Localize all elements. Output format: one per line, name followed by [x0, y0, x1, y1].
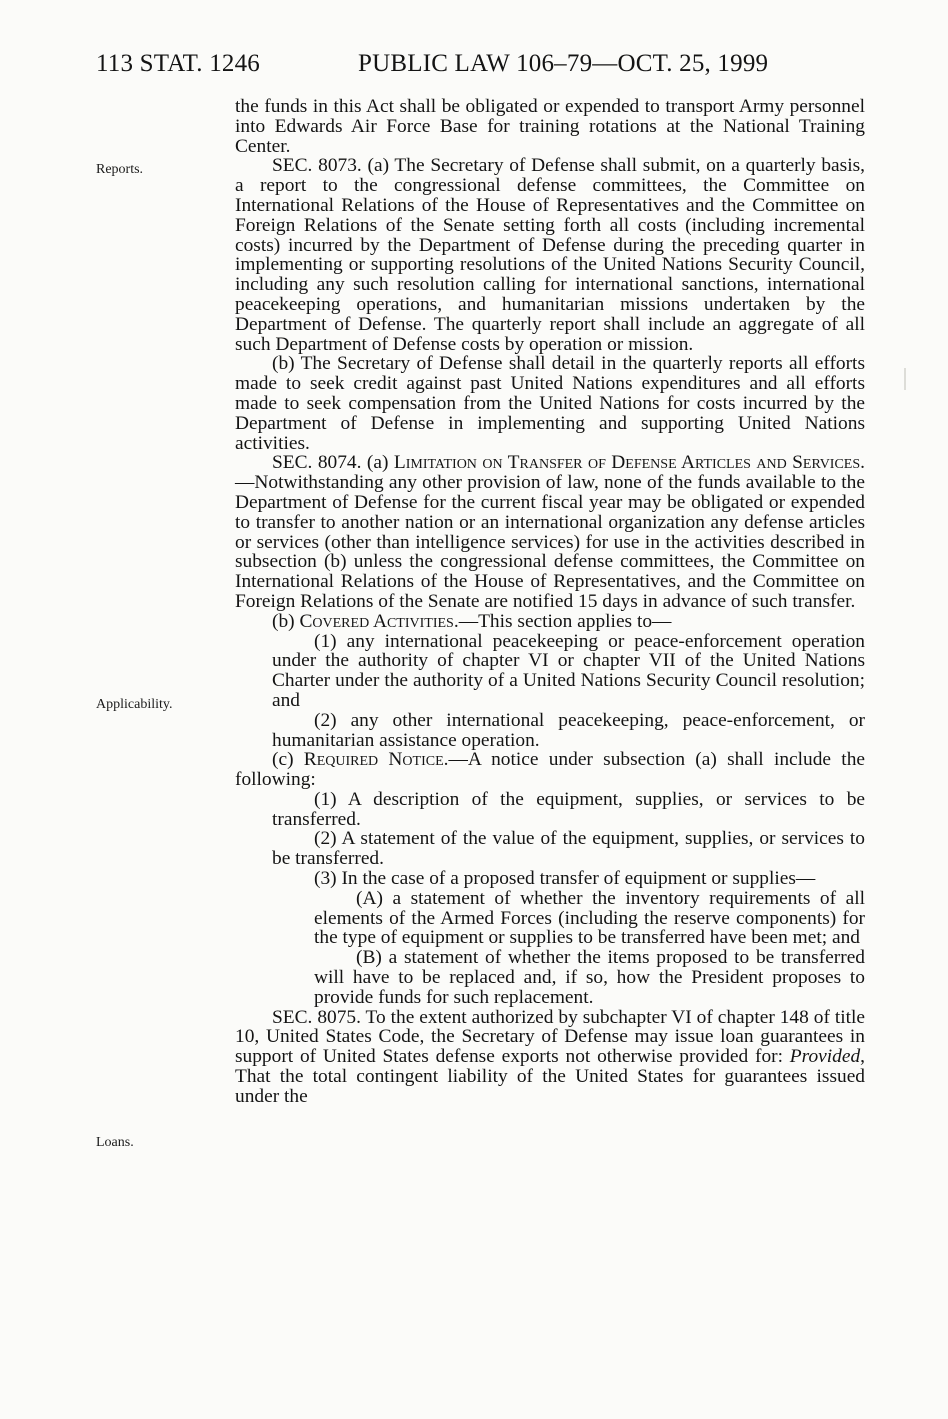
section-8074-b-heading: Covered Activities.: [299, 610, 459, 632]
section-8074-c: [235, 750, 865, 790]
scan-artifact-mark: [904, 368, 906, 390]
section-8075-text-a: SEC. 8075. To the extent authorized by subchapter VI of chapter 148 of title 10, United States Code, the Secretary of Defense may issue loan guarantees in support of United States defense exports not otherwise provided for:: [235, 1006, 865, 1068]
section-8074-prefix: SEC. 8074. (a): [272, 452, 394, 474]
running-header: [96, 50, 856, 80]
section-8074-a-heading: Limitation on Transfer of Defense Articles and Services.: [393, 452, 865, 474]
public-law-title: PUBLIC LAW 106–79—OCT. 25, 1999: [358, 50, 769, 77]
section-8074-c-1: (1) A description of the equipment, supplies, or services to be transferred.: [272, 788, 865, 830]
margin-note-applicability: Applicability.: [96, 697, 173, 712]
section-8073-b: (b) The Secretary of Defense shall detail in the quarterly reports all efforts made to seek credit against past United Nations expenditures and all efforts made to seek compensation from the United Nations for costs incurred by the Department of Defense in implementing and supporting United Nations activities.: [235, 353, 865, 454]
statute-body: [235, 97, 865, 1107]
section-8074-b-1: (1) any international peacekeeping or peace-enforcement operation under the authority of chapter VI or chapter VII of the United Nations Charter under the authority of a United Nations Security Council resolution; and: [272, 630, 865, 711]
section-8074-c-3-B: (B) a statement of whether the items proposed to be transferred will have to be replaced and, if so, how the President proposes to provide funds for such replacement.: [314, 947, 865, 1008]
section-8075-provided: Provided: [789, 1046, 861, 1068]
margin-note-loans: Loans.: [96, 1135, 134, 1150]
section-8074-c-2: (2) A statement of the value of the equipment, supplies, or services to be transferred.: [272, 828, 865, 870]
section-8074-c-3-A: (A) a statement of whether the inventory requirements of all elements of the Armed Forces (including the reserve components) for the type of equipment or supplies to be transferred have been met; and: [314, 887, 865, 949]
section-8075: [235, 1008, 865, 1107]
section-8074-a: [235, 453, 865, 611]
section-8074-c-3: (3) In the case of a proposed transfer of equipment or supplies—: [314, 868, 816, 890]
statute-page-number: 113 STAT. 1246: [96, 50, 260, 77]
section-8074-c-text: —A notice under subsection (a) shall include the following:: [235, 749, 865, 791]
margin-note-reports: Reports.: [96, 162, 144, 177]
section-8073-a: SEC. 8073. (a) The Secretary of Defense shall submit, on a quarterly basis, a report to the congressional defense committees, the Committee on International Relations of the House of Representatives and the Committee on Foreign Relations of the Senate setting forth all costs (including incremental costs) incurred by the Department of Defense during the preceding quarter in implementing or supporting resolutions of the United Nations Security Council, including any such resolution calling for international sanctions, international peacekeeping operations, and humanitarian missions undertaken by the Department of Defense. The quarterly report shall include an aggregate of all such Department of Defense costs by operation or mission.: [235, 155, 865, 355]
section-8074-a-text: —Notwithstanding any other provision of law, none of the funds available to the Department of Defense for the current fiscal year may be obligated or expended to transfer to another nation or an international organization any defense articles or services (other than intelligence services) for use in the activities described in subsection (b) unless the congressional defense committees, the Committee on International Relations of the House of Representatives, and the Committee on Foreign Relations of the Senate are notified 15 days in advance of such transfer.: [235, 472, 865, 612]
section-8074-b: [235, 612, 865, 632]
section-8074-c-prefix: (c): [272, 749, 304, 771]
section-8074-b-2: (2) any other international peacekeeping, peace-enforcement, or humanitarian assistance operation.: [272, 709, 865, 751]
section-8074-b-text: —This section applies to—: [458, 610, 672, 632]
section-8075-text-b: , That the total contingent liability of the United States for guarantees issued under the: [235, 1046, 865, 1107]
section-8074-c-heading: Required Notice.: [303, 749, 449, 771]
paragraph-continuation: the funds in this Act shall be obligated or expended to transport Army personnel into Edwards Air Force Base for training rotations at the National Training Center.: [235, 96, 865, 157]
section-8074-b-prefix: (b): [272, 610, 300, 632]
